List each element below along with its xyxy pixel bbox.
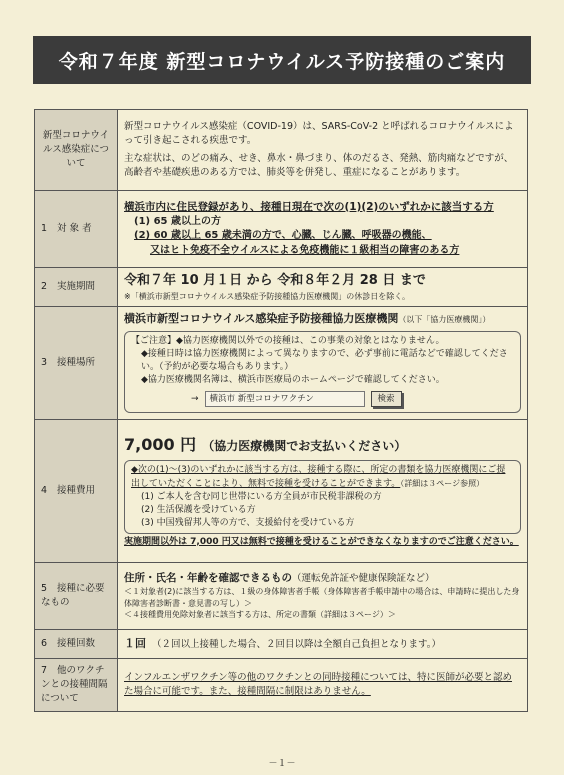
- row-count: [35, 630, 528, 659]
- row-content-place: [118, 307, 528, 420]
- target-intro: 横浜市内に住民登録があり、接種日現在で次の(1)(2)のいずれかに該当する方: [124, 200, 494, 213]
- cost-amount: 7,000 円: [124, 435, 197, 455]
- cost-exempt-intro: ◆次の(1)～(3)のいずれかに該当する方は、接種する際に、所定の書類を協力医療機関にご提出していただくことにより、無料で接種を受けることができます。: [131, 465, 506, 489]
- place-main-note: （以下「協力医療機関」）: [398, 314, 491, 324]
- search-input[interactable]: 横浜市 新型コロナワクチン: [205, 391, 365, 407]
- row-label-text: 接種回数: [57, 638, 96, 650]
- arrow-right-icon: →: [191, 393, 199, 404]
- info-table: [34, 109, 528, 712]
- row-number: 6: [41, 638, 48, 650]
- row-cost: [35, 420, 528, 563]
- bring-main-note: （運転免許証や健康保険証など）: [292, 573, 435, 584]
- place-note-3: ◆協力医療機関名簿は、横浜市医療局のホームページで確認してください。: [141, 375, 445, 386]
- row-content-cost: [118, 420, 528, 563]
- row-label-bring: [35, 563, 118, 630]
- search-button[interactable]: 検索: [371, 391, 402, 407]
- row-label-text: 接種に必要なもの: [41, 583, 105, 608]
- row-content-bring: [118, 563, 528, 630]
- row-content-target: [118, 191, 528, 268]
- row-label-place: [35, 307, 118, 420]
- bring-note-1: ＜１対象者(2)に該当する方は、１級の身体障害者手帳（身体障害者手帳申請中の場合は、申請時に提出した身体障害者診断書・意見書の写し）＞: [124, 587, 520, 608]
- place-note-2: ◆接種日時は協力医療機関によって異なりますので、必ず事前に電話などで確認してください。（予約が必要な場合もあります。）: [141, 348, 508, 372]
- row-content-interval: [118, 659, 528, 712]
- about-paragraph-2: 主な症状は、のどの痛み、せき、鼻水・鼻づまり、体のだるさ、発熱、筋肉痛などですが、高齢者や基礎疾患のある方では、肺炎等を併発し、重症になることがあります。: [124, 153, 514, 178]
- cost-amount-note: （協力医療機関でお支払いください）: [202, 439, 407, 454]
- row-number: 4: [41, 485, 48, 497]
- row-bring: [35, 563, 528, 630]
- row-label-about: 新型コロナウイルス感染症について: [35, 110, 118, 191]
- search-row: [191, 391, 514, 407]
- row-number: 3: [41, 357, 48, 369]
- cost-warning: 実施期間以外は 7,000 円又は無料で接種を受けることができなくなりますのでご注意ください。: [124, 536, 519, 547]
- row-number: 7: [41, 665, 48, 677]
- row-label-cost: [35, 420, 118, 563]
- row-label-text: 実施期間: [57, 281, 96, 293]
- cost-item-2: (2) 生活保護を受けている方: [141, 504, 256, 515]
- row-place: [35, 307, 528, 420]
- row-label-period: [35, 268, 118, 307]
- row-label-text: 接種費用: [57, 485, 96, 497]
- cost-item-1: (1) ご本人を含む同じ世帯にいる方全員が市民税非課税の方: [141, 491, 382, 502]
- row-target: [35, 191, 528, 268]
- count-note: （２回以上接種した場合、２回目以降は全額自己負担となります。）: [152, 639, 442, 651]
- page-number: －１－: [268, 759, 296, 769]
- row-number: 1: [41, 223, 48, 235]
- period-note: ※「横浜市新型コロナウイルス感染症予防接種協力医療機関」の休診日を除く。: [124, 291, 411, 301]
- row-content-period: [118, 268, 528, 307]
- place-main: 横浜市新型コロナウイルス感染症予防接種協力医療機関: [124, 311, 399, 325]
- cost-item-3: (3) 中国残留邦人等の方で、支援給付を受けている方: [141, 517, 355, 528]
- row-period: [35, 268, 528, 307]
- interval-text: インフルエンザワクチン等の他のワクチンとの同時接種については、特に医師が必要と認めた場合に可能です。また、接種間隔に制限はありません。: [124, 672, 512, 697]
- about-paragraph-1: 新型コロナウイルス感染症（COVID-19）は、SARS-CoV-2 と呼ばれるコロナウイルスによって引き起こされる疾患です。: [124, 121, 514, 147]
- page-title: 令和７年度 新型コロナウイルス予防接種のご案内: [33, 36, 531, 84]
- row-label-text: 対 象 者: [57, 223, 92, 235]
- row-label-interval: [35, 659, 118, 712]
- place-note-1: 【ご注意】◆協力医療機関以外での接種は、この事業の対象とはなりません。: [131, 335, 445, 346]
- cost-exempt-box: [124, 460, 521, 533]
- target-item-1: (1) 65 歳以上の方: [134, 215, 221, 227]
- row-content-about: [118, 110, 528, 191]
- row-number: 2: [41, 281, 48, 293]
- row-content-count: [118, 630, 528, 659]
- place-note-box: [124, 331, 521, 413]
- bring-note-2: ＜４接種費用免除対象者に該当する方は、所定の書類（詳細は３ページ）＞: [124, 610, 396, 620]
- row-interval: [35, 659, 528, 712]
- row-label-count: [35, 630, 118, 659]
- target-item-2-cont: 又はヒト免疫不全ウイルスによる免疫機能に１級相当の障害のある方: [150, 244, 460, 256]
- cost-exempt-ref: （詳細は３ページ参照）: [400, 478, 485, 488]
- row-about: [35, 110, 528, 191]
- count-main: １回: [124, 637, 146, 651]
- row-number: 5: [41, 583, 48, 595]
- bring-main: 住所・氏名・年齢を確認できるもの: [124, 572, 292, 584]
- period-main: 令和７年 10 月１日 から 令和８年２月 28 日 まで: [124, 272, 426, 288]
- row-label-text: 接種場所: [57, 357, 96, 369]
- row-label-text: 他のワクチンとの接種間隔について: [41, 665, 108, 704]
- target-item-2: (2) 60 歳以上 65 歳未満の方で、心臓、じん臓、呼吸器の機能、: [134, 230, 432, 242]
- row-label-target: [35, 191, 118, 268]
